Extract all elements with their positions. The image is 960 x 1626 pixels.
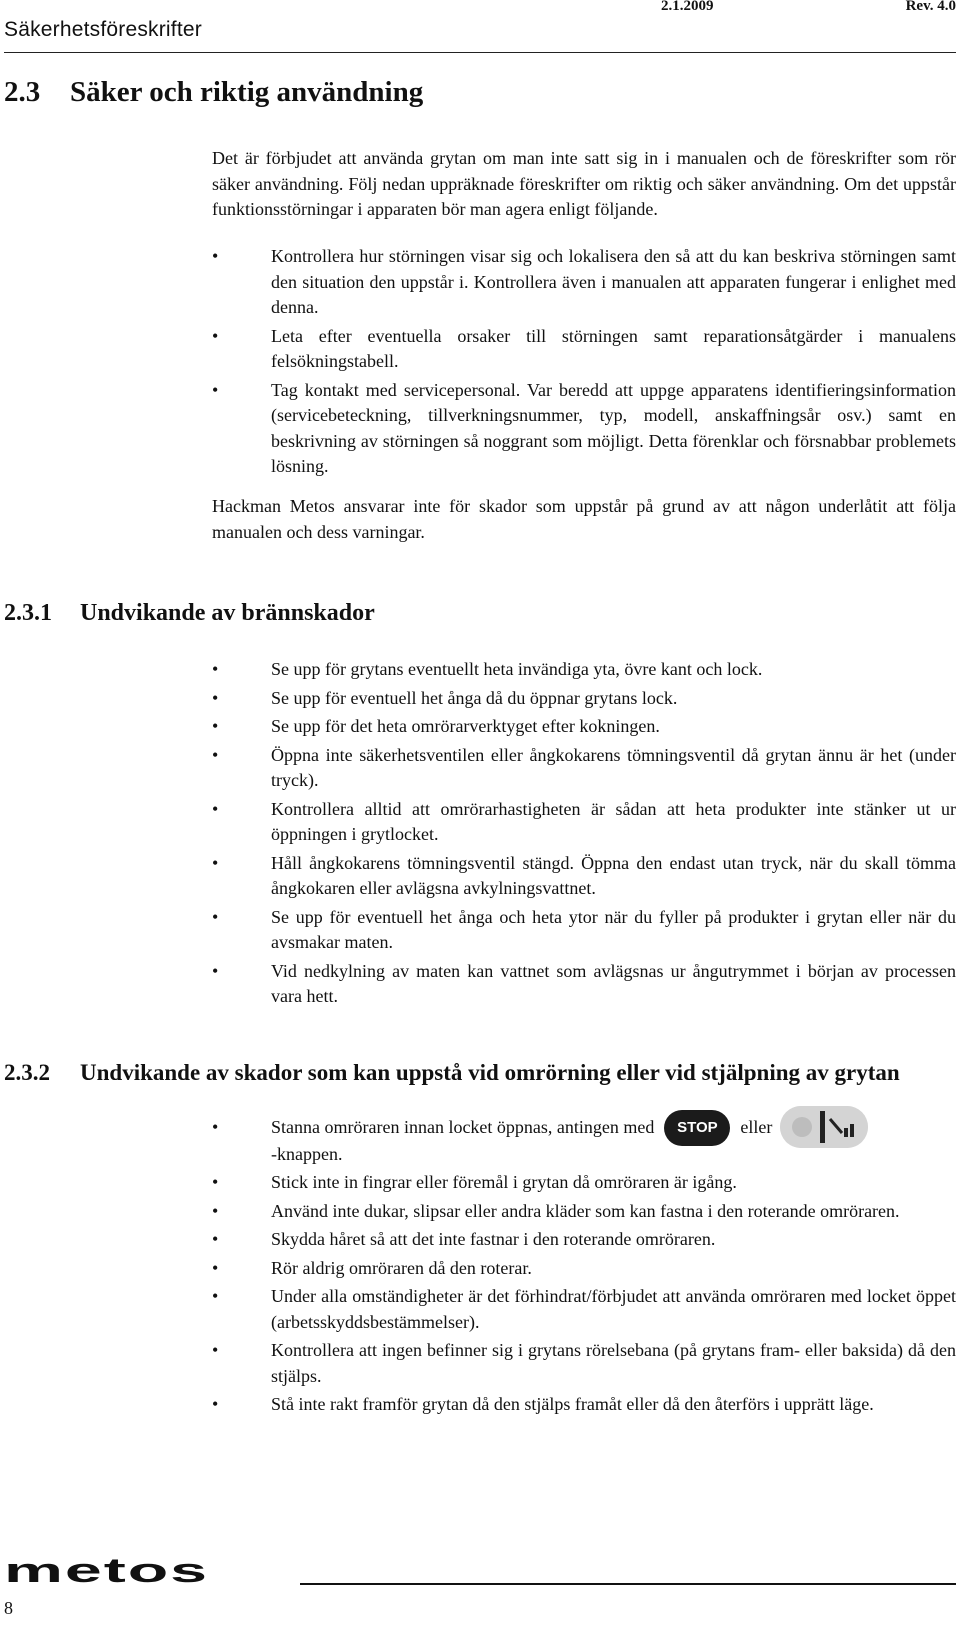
list-item: • Stå inte rakt framför grytan då den stjälps framåt eller då den återförs i upprätt läge. — [212, 1392, 956, 1418]
list-item: • Använd inte dukar, slipsar eller andra kläder som kan fastna i den roterande omröraren. — [212, 1199, 956, 1225]
list-item: • Rör aldrig omröraren då den roterar. — [212, 1256, 956, 1282]
stirring-list — [212, 1115, 956, 1421]
list-item: • Öppna inte säkerhetsventilen eller ångkokarens tömningsventil då grytan ännu är het (under tryck). — [212, 743, 956, 794]
list-item: • Leta efter eventuella orsaker till störningen samt reparationsåtgärder i manualens felsökningstabell. — [212, 324, 956, 375]
list-item — [212, 1115, 956, 1167]
troubleshooting-list — [212, 244, 956, 483]
intro-paragraph: Det är förbjudet att använda grytan om man inte satt sig in i manualen och de föreskrifter som rör säker användning. Följ nedan uppräknade föreskrifter om riktig och säker användning. Om det uppstår funktionsstörningar i apparaten bör man agera enligt följande. — [212, 148, 956, 219]
stop-text-before: Stanna omröraren innan locket öppnas, antingen med — [271, 1117, 655, 1137]
subsection-title: Undvikande av brännskador — [80, 600, 375, 626]
subsection-number: 2.3.2 — [4, 1060, 50, 1085]
list-item: • Kontrollera hur störningen visar sig och lokalisera den så att du kan beskriva störningen samt den situation den uppstår i. Kontrollera även i manualen att apparaten fungerar i enlighet med denna. — [212, 244, 956, 321]
revision-date: 2.1.2009 — [661, 0, 714, 14]
subsection-title: Undvikande av skador som kan uppstå vid omrörning eller vid stjälpning av grytan — [80, 1060, 900, 1085]
list-item: • Se upp för eventuell het ånga då du öppnar grytans lock. — [212, 686, 956, 712]
section-heading — [4, 76, 423, 109]
burns-list — [212, 657, 956, 1013]
header-rule — [4, 52, 956, 53]
page-header — [4, 0, 960, 54]
svg-text:metos: metos — [4, 1558, 209, 1586]
subsection-heading-stirring — [4, 1060, 900, 1086]
list-item: • Kontrollera alltid att omrörarhastigheten är sådan att heta produkter inte stänker ut ur öppningen i grytlocket. — [212, 797, 956, 848]
subsection-number: 2.3.1 — [4, 600, 52, 626]
footer-rule — [300, 1583, 956, 1585]
revision-number: Rev. 4.0 — [905, 0, 956, 14]
list-item: • Se upp för det heta omrörarverktyget efter kokningen. — [212, 714, 956, 740]
list-item: • Under alla omständigheter är det förhindrat/förbjudet att använda omröraren med locket öppet (arbetsskyddsbestämmelser). — [212, 1284, 956, 1335]
metos-logo — [4, 1558, 214, 1591]
list-item: • Tag kontakt med servicepersonal. Var beredd att uppge apparatens identifieringsinformation (servicebeteckning, tillverkningsnummer, typ, modell, anskaffningsår osv.) samt en beskrivning av störningen så noggrant som möjligt. Detta förenklar och försnabbar problemets lösning. — [212, 378, 956, 480]
section-number: 2.3 — [4, 76, 41, 108]
list-item: • Kontrollera att ingen befinner sig i grytans rörelsebana (på grytans fram- eller baksida) då den stjälps. — [212, 1338, 956, 1389]
list-item: • Se upp för grytans eventuellt heta invändiga yta, övre kant och lock. — [212, 657, 956, 683]
liability-paragraph: Hackman Metos ansvarar inte för skador som uppstår på grund av att någon underlåtit att följa manualen och dess varningar. — [212, 496, 956, 542]
list-item: • Skydda håret så att det inte fastnar i den roterande omröraren. — [212, 1227, 956, 1253]
list-item: • Se upp för eventuell het ånga och heta ytor när du fyller på produkter i grytan eller när du avsmakar maten. — [212, 905, 956, 956]
section-title: Säker och riktig användning — [70, 76, 424, 108]
stop-text-after: -knappen. — [271, 1143, 343, 1164]
stop-text-middle: eller — [740, 1117, 773, 1137]
list-item: • Stick inte in fingrar eller föremål i grytan då omröraren är igång. — [212, 1170, 956, 1196]
page-number: 8 — [4, 1598, 13, 1618]
pause-stirrer-button-icon — [780, 1106, 868, 1148]
list-item: • Håll ångkokarens tömningsventil stängd. Öppna den endast utan tryck, när du skall tömma ångkokaren eller avlägsna avkylningsvattnet. — [212, 851, 956, 902]
document-title: Säkerhetsföreskrifter — [4, 18, 202, 41]
list-item: • Vid nedkylning av maten kan vattnet som avlägsnas ur ångutrymmet i början av processen vara hett. — [212, 959, 956, 1010]
stop-button-icon: STOP — [664, 1110, 730, 1146]
subsection-heading-burns — [4, 600, 375, 627]
